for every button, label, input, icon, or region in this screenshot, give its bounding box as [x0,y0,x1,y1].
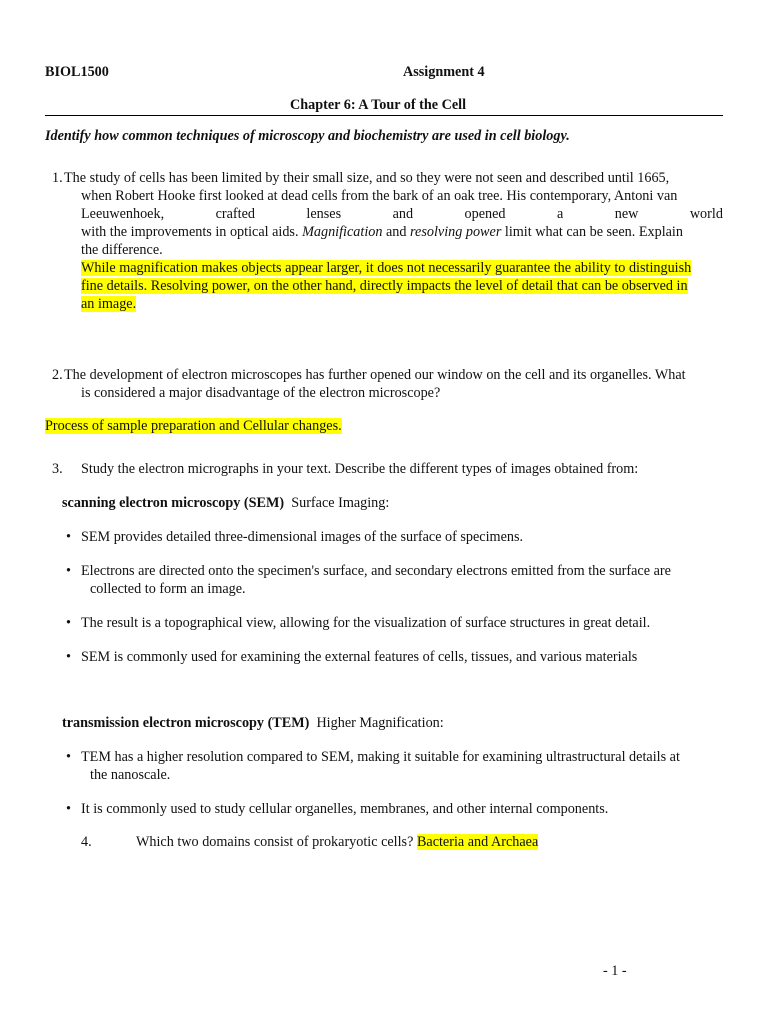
q1-answer-text: an image. [81,296,137,312]
tem-bullet-2: It is commonly used to study cellular organelles, membranes, and other internal components. [81,801,609,817]
q1-answer-text: fine details. Resolving power, on the other hand, directly impacts the level of detail that can be observed in [81,278,688,294]
q1-line-4-post: limit what can be seen. Explain [501,224,683,240]
q2-number: 2. [52,367,63,383]
q2-line-2: is considered a major disadvantage of the electron microscope? [81,385,441,401]
sem-bullet-2-line-2: collected to form an image. [90,581,246,597]
q1-word: opened [464,206,506,222]
q1-line-4-mid: and [382,224,411,240]
q1-answer-line-1 [81,259,691,277]
sem-bullet-4: SEM is commonly used for examining the external features of cells, tissues, and various materials [81,649,638,665]
bullet-icon: • [66,649,71,665]
q1-word: crafted [215,206,255,222]
bullet-icon: • [66,615,71,631]
q1-word: and [392,206,414,222]
q2-line-1: The development of electron microscopes has further opened our window on the cell and its organelles. What [64,367,686,383]
sem-heading [62,494,389,512]
course-code: BIOL1500 [45,64,109,80]
sem-bullet-2-line-1: Electrons are directed onto the specimen's surface, and secondary electrons emitted from the surface are [81,563,671,579]
q1-line-4-pre: with the improvements in optical aids. [81,224,303,240]
q1-word: lenses [306,206,342,222]
q1-line-1: The study of cells has been limited by their small size, and so they were not seen and described until 1665, [64,170,670,186]
q3-number: 3. [52,461,63,477]
q1-answer-text: While magnification makes objects appear larger, it does not necessarily guarantee the ability to distinguish [81,260,692,276]
q1-line-2: when Robert Hooke first looked at dead cells from the bark of an oak tree. His contemporary, Antoni van [81,188,678,204]
header-rule [45,115,723,116]
tem-bullet-1-line-2: the nanoscale. [90,767,171,783]
q1-answer-line-3 [81,295,136,313]
q1-line-5: the difference. [81,242,163,258]
q1-answer-line-2 [81,277,688,295]
q4-line [136,833,538,851]
q1-word: a [556,206,564,222]
sem-bullet-3: The result is a topographical view, allowing for the visualization of surface structures in great detail. [81,615,651,631]
q1-line-4 [81,223,683,241]
q1-word: Leeuwenhoek, [81,206,165,222]
tem-note: Higher Magnification: [316,715,444,731]
q2-answer-text: Process of sample preparation and Cellular changes. [45,418,342,434]
page-number: - 1 - [603,963,627,979]
sem-bullet-1: SEM provides detailed three-dimensional images of the surface of specimens. [81,529,524,545]
q1-line-3 [81,205,723,223]
tem-heading [62,714,444,732]
bullet-icon: • [66,563,71,579]
assignment-title: Assignment 4 [403,64,485,80]
bullet-icon: • [66,749,71,765]
chapter-title: Chapter 6: A Tour of the Cell [290,97,467,113]
q2-answer [45,417,342,435]
q4-text: Which two domains consist of prokaryotic cells? [136,834,414,850]
q1-term-resolving-power: resolving power [410,224,502,240]
q3-text: Study the electron micrographs in your text. Describe the different types of images obtained from: [81,461,639,477]
objective: Identify how common techniques of microscopy and biochemistry are used in cell biology. [45,128,570,144]
sem-label: scanning electron microscopy (SEM) [62,495,285,511]
tem-label: transmission electron microscopy (TEM) [62,715,310,731]
q1-number: 1. [52,170,63,186]
q1-word: world [689,206,723,222]
bullet-icon: • [66,801,71,817]
q4-answer: Bacteria and Archaea [416,834,539,850]
q1-word: new [614,206,639,222]
sem-note: Surface Imaging: [291,495,390,511]
bullet-icon: • [66,529,71,545]
q1-term-magnification: Magnification [302,224,383,240]
tem-bullet-1-line-1: TEM has a higher resolution compared to SEM, making it suitable for examining ultrastructural details at [81,749,680,765]
q4-number: 4. [81,834,92,850]
